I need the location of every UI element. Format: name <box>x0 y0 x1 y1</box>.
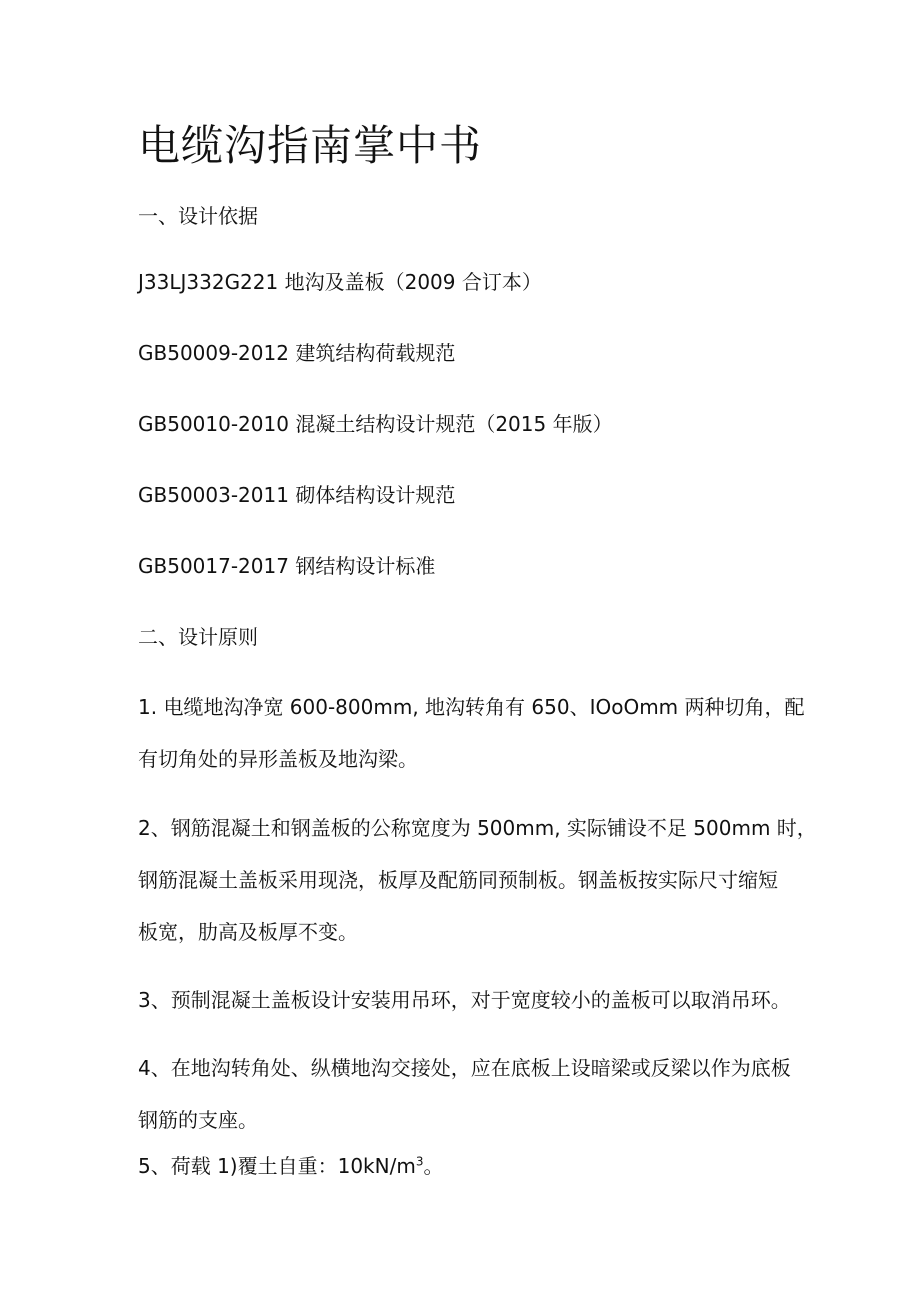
paragraph-line: 板宽，肋高及板厚不变。 <box>138 920 358 944</box>
document-title: 电缆沟指南掌中书 <box>138 121 483 170</box>
principle-item-3 <box>138 974 791 1026</box>
load-text-end: 。 <box>423 1154 444 1178</box>
principle-item-5 <box>138 1152 443 1180</box>
reference-item: J33LJ332G221 地沟及盖板（2009 合订本） <box>138 270 542 294</box>
principle-item-2 <box>138 802 817 958</box>
paragraph-line: 钢筋混凝土盖板采用现浇，板厚及配筋同预制板。钢盖板按实际尺寸缩短 <box>138 868 778 892</box>
load-text: 5、荷载 1)覆土自重：10kN/m <box>138 1154 416 1178</box>
principle-item-4 <box>138 1042 791 1146</box>
paragraph-line: 4、在地沟转角处、纵横地沟交接处，应在底板上设暗梁或反梁以作为底板 <box>138 1056 791 1080</box>
reference-item: GB50003-2011 砌体结构设计规范 <box>138 483 456 507</box>
paragraph-line: 1. 电缆地沟净宽 600-800mm, 地沟转角有 650、IOoOmm 两种切角，配 <box>138 695 805 719</box>
paragraph-line: 2、钢筋混凝土和钢盖板的公称宽度为 500mm, 实际铺设不足 500mm 时， <box>138 816 817 840</box>
superscript: 3 <box>415 1154 424 1169</box>
principle-item-1 <box>138 681 805 785</box>
paragraph-line: 有切角处的异形盖板及地沟梁。 <box>138 747 418 771</box>
paragraph-line: 钢筋的支座。 <box>138 1108 258 1132</box>
section-heading-design-basis: 一、设计依据 <box>138 204 258 228</box>
reference-item: GB50010-2010 混凝土结构设计规范（2015 年版） <box>138 412 613 436</box>
section-heading-design-principles: 二、设计原则 <box>138 625 258 649</box>
reference-item: GB50009-2012 建筑结构荷载规范 <box>138 341 456 365</box>
paragraph-line: 3、预制混凝土盖板设计安装用吊环，对于宽度较小的盖板可以取消吊环。 <box>138 988 791 1012</box>
reference-item: GB50017-2017 钢结构设计标准 <box>138 554 436 578</box>
